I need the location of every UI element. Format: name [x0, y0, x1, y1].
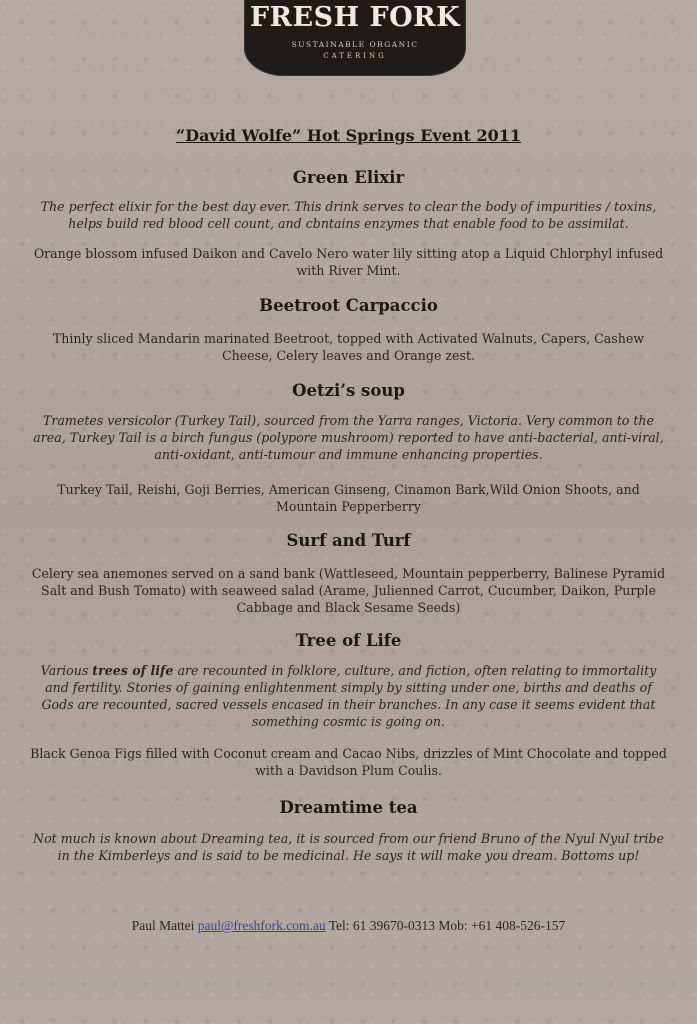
section-heading-beetroot-carpaccio: Beetroot Carpaccio — [259, 296, 438, 315]
section-ingredients-green-elixir: Orange blossom infused Daikon and Cavelo Nero water lily sitting atop a Liquid Chlorphyl infused with River Mint. — [33, 246, 664, 278]
section-ingredients-tree-of-life: Black Genoa Figs filled with Coconut cream and Cacao Nibs, drizzles of Mint Chocolate and topped with a Davidson Plum Coulis. — [30, 746, 667, 778]
section-heading-oetzis-soup: Oetzi’s soup — [292, 381, 405, 400]
section-heading-tree-of-life: Tree of Life — [295, 631, 402, 650]
section-description-green-elixir: The perfect elixir for the best day ever. This drink serves to clear the body of impurities / toxins, helps build red blood cell count, and cbntains enzymes that enable food to be assimilat. — [40, 199, 657, 231]
section-heading-green-elixir: Green Elixir — [292, 168, 405, 187]
event-title: “David Wolfe” Hot Springs Event 2011 — [175, 126, 522, 145]
tree-of-life-rest: are recounted in folklore, culture, and fiction, often relating to immortality and fertility. Stories of gaining enlightenment simply by sitting under one, births and deaths of Gods are recounted, sacred vessels encased in their branches. In any case it seems evident that something cosmic is going on. — [41, 663, 657, 729]
section-heading-dreamtime-tea: Dreamtime tea — [279, 798, 418, 817]
tree-of-life-bold: trees of life — [92, 663, 174, 678]
section-ingredients-beetroot-carpaccio: Thinly sliced Mandarin marinated Beetroot, topped with Activated Walnuts, Capers, Cashew Cheese, Celery leaves and Orange zest. — [52, 331, 645, 363]
logo-tagline: SUSTAINABLE ORGANIC — [291, 40, 419, 49]
section-description-tree-of-life — [30, 662, 667, 730]
logo-tagline-2: CATERING — [323, 52, 387, 60]
logo-name: FRESH FORK — [249, 2, 461, 33]
section-ingredients-oetzis-soup: Turkey Tail, Reishi, Goji Berries, American Ginseng, Cinamon Bark,Wild Onion Shoots, and Mountain Pepperberry — [57, 482, 640, 514]
contact-mob: Mob: +61 408-526-157 — [438, 918, 566, 933]
contact-email-link[interactable]: paul@freshfork.com.au — [197, 918, 326, 933]
fresh-fork-logo — [244, 0, 466, 76]
contact-tel: Tel: 61 39670-0313 — [328, 918, 436, 933]
section-description-oetzis-soup: Trametes versicolor (Turkey Tail), sourced from the Yarra ranges, Victoria. Very common to the area, Turkey Tail is a birch fungus (polypore mushroom) reported to have anti-bacterial, anti-viral, anti-oxidant, anti-tumour and immune enhancing properties. — [33, 413, 664, 462]
section-description-dreamtime-tea: Not much is known about Dreaming tea, it is sourced from our friend Bruno of the Nyul Nyul tribe in the Kimberleys and is said to be medicinal. He says it will make you dream. Bottoms up! — [33, 831, 664, 863]
section-heading-surf-and-turf: Surf and Turf — [286, 531, 411, 550]
section-ingredients-surf-and-turf: Celery sea anemones served on a sand bank (Wattleseed, Mountain pepperberry, Balinese Pyramid Salt and Bush Tomato) with seaweed salad (Arame, Julienned Carrot, Cucumber, Daikon, Purple Cabbage and Black Sesame Seeds) — [31, 566, 666, 615]
tree-of-life-prefix: Various — [40, 663, 93, 678]
contact-footer — [0, 918, 697, 934]
contact-name: Paul Mattei — [131, 918, 195, 933]
